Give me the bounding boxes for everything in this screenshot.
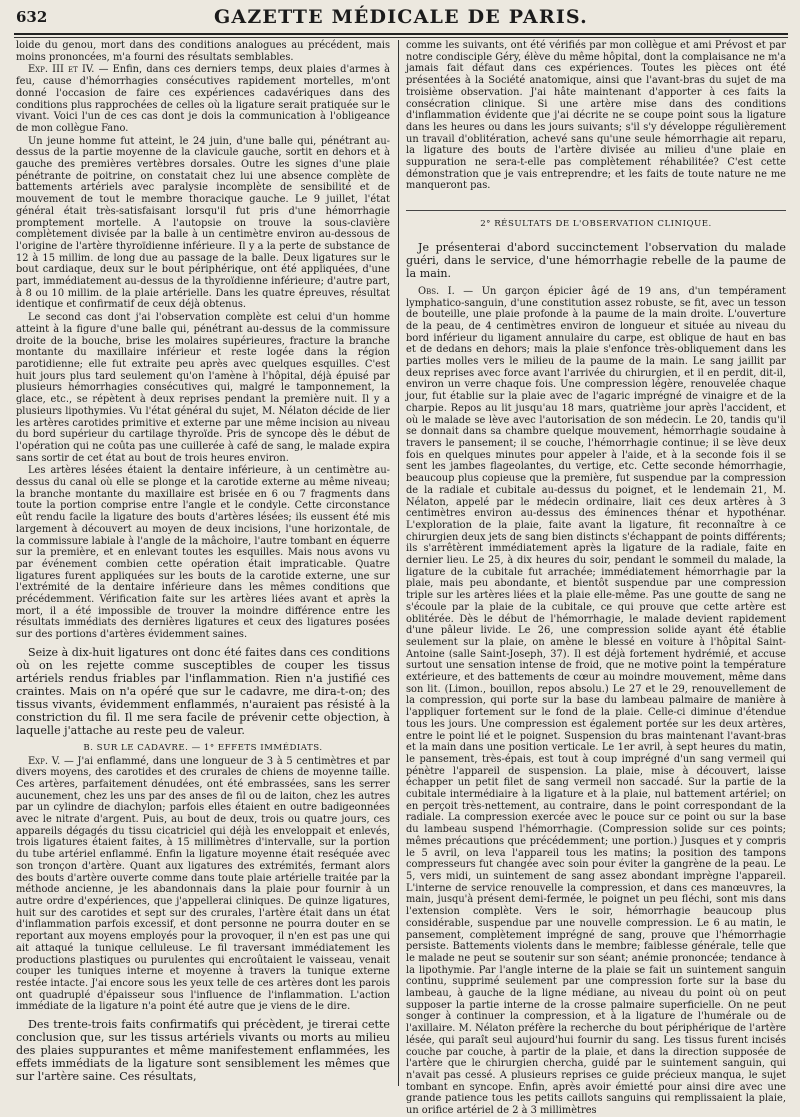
section-heading: B. SUR LE CADAVRE. — 1° EFFETS IMMÉDIATS.	[83, 742, 323, 753]
paragraph: Le second cas dont j'ai l'observation complète est celui d'un homme atteint à la figure d'une balle qui, pénétrant au-dessus de la commissure droite de la bouche, brise les molaires supérieures, fracture la branche montante du maxillaire inférieur et reste logée dans la région parotidienne; elle fut extraite peu après avec quelques esquilles. C'est huit jours plus tard seulement qu'on l'amène à l'hôpital, déjà épuisé par plusieurs hémorrhagies consécutives qui, malgré le tamponnement, la glace, etc., se répètent à deux reprises pendant la première nuit. Il y a plusieurs lipothymies. Vu l'état général du sujet, M. Nélaton décide de lier les artères carotides primitive et externe par une même incision au niveau du bord supérieur du cartilage thyroïde. Pris de syncope dès le début de l'opération qui ne coûta pas une cuillerée à café de sang, le malade expira sans sortir de cet état au bout de trois heures environ.	[16, 312, 390, 464]
journal-title: GAZETTE MÉDICALE DE PARIS.	[214, 6, 588, 28]
column-divider	[398, 40, 399, 1086]
paragraph-text: — J'ai enflammé, dans une longueur de 3 à 5 centimètres et par divers moyens, des carotides et des crurales de chiens de moyenne taille. Ces artères, parfaitement dénudées, ont été embrassées, sans les serrer aucunement, chez les uns par des anses de fil ou de laiton, chez les autres par un cylindre de diachylon; parfois elles étaient en outre badigeonnées avec le nitrate d'argent. Puis, au bout de deux, trois ou quatre jours, ces appareils dégagés du tissu cicatriciel qui déjà les enveloppait et enlevés, trois ligatures étaient faites, à 15 millimètres d'intervalle, sur la portion du tube artériel enflammé. Enfin la ligature moyenne était reséquée avec son tronçon d'artère. Quant aux ligatures des extrémités, fermant alors des bouts d'artère ouverte comme dans toute plaie artérielle traitée par la méthode ancienne, je les abandonnais dans la plaie pour fournir à un autre ordre d'expériences, que j'appellerai cliniques. De quinze ligatures, huit sur des carotides et sept sur des crurales, l'artère était dans un état d'inflammation parfois excessif, et dont personne ne pourra douter en se reportant aux moyens employés pour la provoquer, il n'en est pas une qui ait attaqué la tunique celluleuse. Le fil traversant immédiatement les productions plastiques ou purulentes qui encroûtaient le vaisseau, venait couper les tuniques interne et moyenne à travers la tunique externe restée intacte. J'ai encore sous les yeux telle de ces artères dont les parois ont quadruplé d'épaisseur sous l'influence de l'inflammation. L'action immédiate de la ligature n'a point été autre que je viens de le dire.	[16, 755, 390, 1013]
paragraph	[16, 64, 390, 134]
page-header	[16, 6, 786, 30]
paragraph-text: — Un garçon épicier âgé de 19 ans, d'un tempérament lymphatico-sanguin, d'une constitution assez robuste, se fit, avec un tesson de bouteille, une plaie profonde à la paume de la main droite. L'ouverture de la peau, de 4 centimètres environ de longueur et située au niveau du bord inférieur du ligament annulaire du carpe, est oblique de haut en bas et de dedans en dehors; mais la plaie s'enfonce très-obliquement dans les parties molles vers le milieu de la paume de la main. Le sang jaillit par deux reprises avec force avant l'arrivée du chirurgien, et il en perdit, dit-il, environ un verre chaque fois. Une compression légère, renouvelée chaque jour, fut établie sur la plaie avec de l'agaric imprégné de vinaigre et de la charpie. Repos au lit jusqu'au 18 mars, quatrième jour après l'accident, et où le malade se lève avec l'autorisation de son médecin. Le 20, tandis qu'il se donnait dans sa chambre quelque mouvement, hémorrhagie soudaine à travers le pansement; il se couche, l'hémorrhagie continue; il se lève deux fois en quelques minutes pour appeler à l'aide, et à la seconde fois il se sent les jambes flageolantes, du vertige, etc. Cette seconde hémorrhagie, beaucoup plus copieuse que la première, fut suspendue par la compression de la radiale et cubitale au-dessus du poignet, et le lendemain 21, M. Nélaton, appelé par le médecin ordinaire, liait ces deux artères à 3 centimètres environ au-dessus des éminences thénar et hypothénar. L'exploration de la plaie, faite avant la ligature, fit reconnaître à ce chirurgien deux jets de sang bien distincts s'échappant de points différents; ils s'arrêtèrent immédiatement après la ligature de la radiale, faite en dernier lieu. Le 25, à dix heures du soir, pendant le sommeil du malade, la ligature de la cubitale fut arrachée; immédiatement hémorrhagie par la plaie, mais peu abondante, et bientôt suspendue par une compression triple sur les artères liées et la plaie elle-même. Pas une goutte de sang ne s'écoule par la plaie de la cubitale, ce qui prouve que cette artère est oblitérée. Dès le début de l'hémorrhagie, le malade devient rapidement d'une pâleur livide. Le 26, une compression solide ayant été établie seulement sur la plaie, on amène le blessé en voiture à l'hôpital Saint-Antoine (salle Saint-Joseph, 37). Il est déjà fortement hydrémié, et accuse surtout une sensation intense de froid, que ne motive point la température extérieure, et des battements de cœur au moindre mouvement, même dans son lit. (Limon., bouillon, repos absolu.) Le 27 et le 29, renouvellement de la compression, qui porte sur la base du lambeau palmaire de manière à l'appliquer fortement sur le fond de la plaie. Celle-ci diminue d'étendue tous les jours. Une compression est également portée sur les deux artères, entre le point lié et le poignet. Suspension du bras maintenant l'avant-bras et la main dans une position verticale. Le 1er avril, à sept heures du matin, le pansement, très-épais, est tout à coup imprégné d'un sang vermeil qui pénètre l'appareil de suspension. La plaie, mise à découvert, laisse échapper un petit filet de sang vermeil non saccadé. Sur la partie de la cubitale intermédiaire à la ligature et à la plaie, nul battement artériel; on en perçoit très-nettement, au contraire, dans le point correspondant de la radiale. La compression exercée avec le pouce sur ce point ou sur la base du lambeau suspend l'hémorrhagie. (Compression solide sur ces points; mêmes précautions que précédemment; une portion.) Jusques et y compris le 5 avril, on leva l'appareil tous les matins; la position des tampons compresseurs fut changée avec soin pour éviter la gangrène de la peau. Le 5, vers midi, un suintement de sang assez abondant imprègne l'appareil. L'interne de service renouvelle la compression, et dans ces manœuvres, la main, jusqu'à présent demi-fermée, le poignet un peu fléchi, sont mis dans l'extension complète. Vers le soir, hémorrhagie beaucoup plus considérable, suspendue par une nouvelle compression. Le 6 au matin, le pansement, complètement imprégné de sang, prouve que l'hémorrhagie persiste. Battements violents dans le membre; faiblesse générale, telle que le malade ne peut se soutenir sur son séant; anémie prononcée; tendance à la lipothymie. Par l'angle interne de la plaie se fait un suintement sanguin continu, supprimé seulement par une compression forte sur la base du lambeau, à gauche de la ligne médiane, au niveau du point où on peut supposer la partie interne de la crosse palmaire superficielle. On ne peut songer à continuer la compression, et à la ligature de l'humérale ou de l'axillaire. M. Nélaton préfère la recherche du bout périphérique de l'artère lésée, qui paraît seul aujourd'hui fournir du sang. Les tissus furent incisés couche par couche, à partir de la plaie, et dans la direction supposée de l'artère que le chirurgien chercha, guidé par le suintement sanguin, qui n'avait pas cessé. A plusieurs reprises ce guide précieux manqua, le sujet tombant en syncope. Enfin, après avoir émietté pour ainsi dire avec une grande patience tous les petits caillots sanguins qui remplissaient la plaie, un orifice artériel de 2 à 3 millimètres	[406, 285, 786, 1117]
section-heading: 2° RÉSULTATS DE L'OBSERVATION CLINIQUE.	[406, 210, 786, 231]
paragraph: Un jeune homme fut atteint, le 24 juin, d'une balle qui, pénétrant au-dessus de la partie moyenne de la clavicule gauche, sortit en dehors et à gauche des premières vertèbres dorsales. Outre les signes d'une plaie pénétrante de poitrine, on constatait chez lui une absence complète de battements artériels avec paralysie incomplète de sensibilité et de mouvement de tout le membre thoracique gauche. Le 9 juillet, l'état général était très-satisfaisant lorsqu'il fut pris d'une hémorrhagie promptement mortelle. A l'autopsie on trouve la sous-clavière complètement divisée par la balle à un centimètre environ au-dessous de l'origine de l'artère thyroïdienne inférieure. Il y a la perte de substance de 12 à 15 millim. de long due au passage de la balle. Deux ligatures sur le bout cardiaque, deux sur le bout périphérique, ont été appliquées, d'une part, immédiatement au-dessus de la thyroïdienne inférieure; d'autre part, à 8 ou 10 millim. de la plaie artérielle. Dans les quatre épreuves, résultat identique et confirmatif de ceux déjà obtenus.	[16, 135, 390, 311]
header-rule-thin	[14, 37, 788, 38]
paragraph: Seize à dix-huit ligatures ont donc été faites dans ces conditions où on les rejette comme susceptibles de couper les tissus artériels rendus friables par l'inflammation. Rien n'a justifié ces craintes. Mais on n'a opéré que sur le cadavre, me dira-t-on; des tissus vivants, évidemment enflammés, n'auraient pas résisté à la constriction du fil. Il me sera facile de prévenir cette objection, à laquelle j'attache au reste peu de valeur.	[16, 645, 390, 737]
paragraph	[16, 756, 390, 1013]
header-rule	[14, 33, 788, 35]
experiment-label: Exp. III et IV.	[28, 64, 95, 76]
page-number: 632	[16, 8, 48, 26]
paragraph-text: — Enfin, dans ces derniers temps, deux plaies d'armes à feu, cause d'hémorrhagies consécutives rapidement mortelles, m'ont donné l'occasion de faire ces expériences cadavériques dans des conditions plus rapprochées de celles où la ligature serait pratiquée sur le vivant. Voici l'un de ces cas dont je dois la communication à l'obligeance de mon collègue Fano.	[16, 64, 391, 134]
paragraph: comme les suivants, ont été vérifiés par mon collègue et ami Prévost et par notre condisciple Géry, élève du même hôpital, dont la complaisance ne m'a jamais fait défaut dans ces expériences. Toutes les pièces ont été présentées à la Société anatomique, ainsi que l'avant-bras du sujet de ma troisième observation. J'ai hâte maintenant d'apporter à ces faits la consécration clinique. Si une artère mise dans des conditions d'inflammation évidente que j'ai décrite ne se coupe point sous la ligature dans les heures ou dans les jours suivants; s'il s'y développe régulièrement un travail d'oblitération, achevé sans qu'une seule hémorrhagie ait reparu, la ligature des bouts de l'artère divisée au milieu d'une plaie en suppuration ne sera-t-elle pas complètement réhabilitée? C'est cette démonstration que je vais entreprendre; et les faits de toute nature ne me manqueront pas.	[406, 40, 786, 192]
paragraph: Des trente-trois faits confirmatifs qui précèdent, je tirerai cette conclusion que, sur les tissus artériels vivants ou morts au milieu des plaies suppurantes et même manifestement enflammées, les effets immédiats de la ligature sont sensiblement les mêmes que sur l'artère saine. Ces résultats,	[16, 1018, 390, 1084]
left-column	[16, 40, 390, 1086]
paragraph: Je présenterai d'abord succinctement l'observation du malade guéri, dans le service, d'une hémorrhagie rebelle de la paume de la main.	[406, 240, 786, 280]
paragraph: Les artères lésées étaient la dentaire inférieure, à un centimètre au-dessus du canal où elle se plonge et la carotide externe au même niveau; la branche montante du maxillaire est brisée en 6 ou 7 fragments dans toute la portion comprise entre l'angle et le condyle. Cette circonstance eût rendu facile la ligature des bouts d'artères lésées; ils eussent été mis largement à découvert au moyen de deux incisions, l'une horizontale, de la commissure labiale à l'angle de la mâchoire, l'autre tombant en équerre sur la première, et en enlevant toutes les esquilles. Mais nous avons vu par événement combien cette opération était impraticable. Quatre ligatures furent appliquées sur les bouts de la carotide externe, une sur l'extrémité de la dentaire inférieure dans les mêmes conditions que précédemment. Vérification faite sur les artères liées avant et après la mort, il a été impossible de trouver la moindre différence entre les résultats immédiats des dernières ligatures et ceux des ligatures posées sur des portions d'artères évidemment saines.	[16, 465, 390, 641]
observation-label: Obs. I.	[418, 285, 455, 297]
paragraph: loide du genou, mort dans des conditions analogues au précédent, mais moins prononcées, m'a fourni des résultats semblables.	[16, 40, 390, 63]
paragraph	[406, 286, 786, 1117]
right-column	[406, 40, 786, 1117]
experiment-label: Exp. V.	[28, 755, 61, 767]
